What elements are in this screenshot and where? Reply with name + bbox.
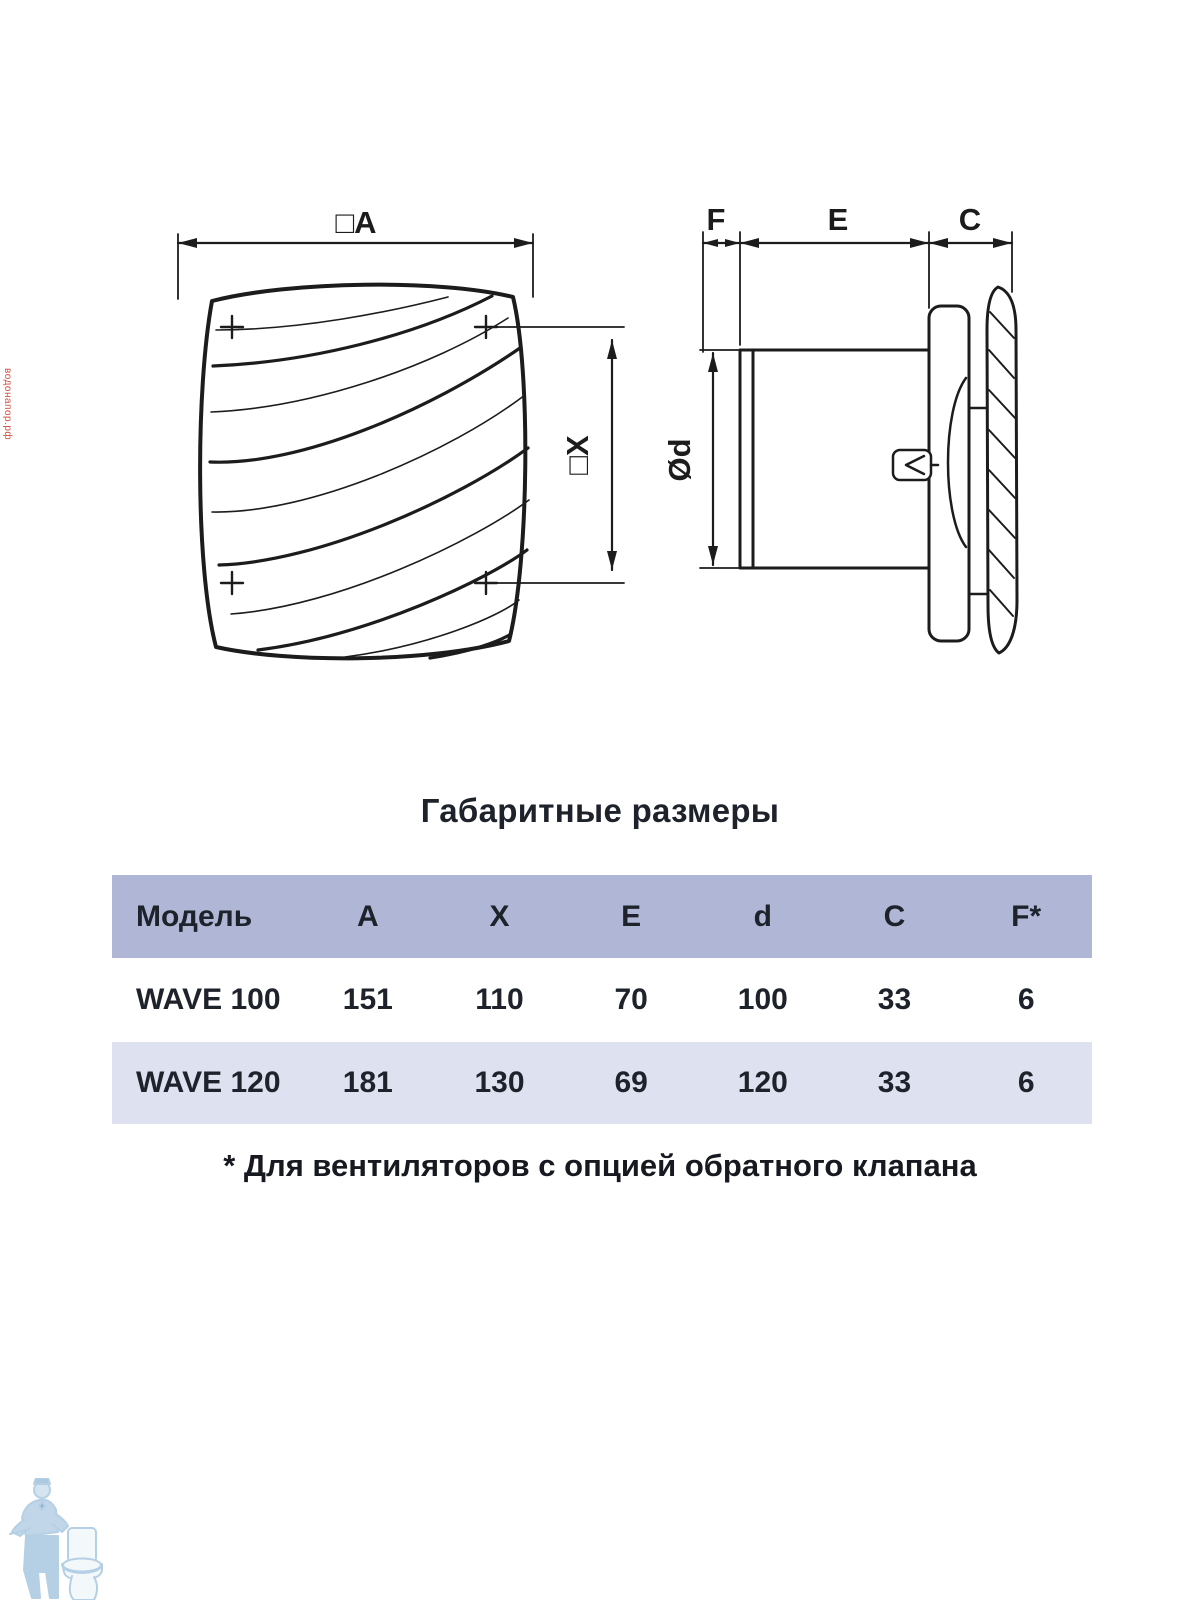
value-x: 110 (475, 983, 524, 1016)
value-c: 33 (877, 1066, 912, 1099)
side-extension-lines (703, 232, 1012, 352)
column-header-a: A (356, 899, 379, 933)
table-header-row (112, 875, 1092, 958)
value-c: 33 (877, 983, 912, 1016)
site-watermark-text: водонапор.рф (2, 368, 13, 441)
value-a: 151 (342, 983, 393, 1016)
column-header-x: X (489, 899, 510, 933)
model-name: WAVE 120 (136, 1066, 281, 1099)
footnote: * Для вентиляторов с опцией обратного клапана (223, 1148, 977, 1183)
value-e: 70 (614, 983, 648, 1016)
impeller-arc (948, 378, 966, 547)
toilet-icon (62, 1528, 102, 1600)
dimensions-table (112, 875, 1092, 1124)
latch-clip (893, 450, 938, 480)
dim-a-label: □A (335, 205, 377, 240)
dim-f-label: F (706, 202, 726, 237)
mounting-cross-marks (221, 316, 497, 594)
column-header-model: Модель (136, 899, 253, 933)
dim-e-label: E (827, 202, 849, 237)
dim-c (929, 238, 1012, 248)
duct-rim (740, 350, 753, 568)
plumber-icon (10, 1478, 68, 1598)
column-header-e: E (621, 899, 642, 933)
fan-wave-pattern (210, 296, 529, 658)
table-row (112, 1042, 1092, 1124)
dim-f (703, 239, 740, 247)
model-name: WAVE 100 (136, 983, 281, 1016)
value-x: 130 (474, 1066, 525, 1099)
dim-e (740, 238, 929, 248)
dim-d (700, 350, 751, 568)
plumber-watermark-figure (6, 1478, 116, 1600)
front-view (178, 205, 624, 658)
value-d: 100 (737, 983, 788, 1016)
value-a: 181 (342, 1066, 393, 1099)
value-d: 120 (737, 1066, 788, 1099)
column-header-f: F* (1011, 899, 1042, 933)
value-f: 6 (1017, 1066, 1035, 1099)
column-header-d: d (753, 899, 772, 933)
dim-x-label: □X (560, 435, 595, 475)
wavy-cover (987, 287, 1017, 653)
section-title: Габаритные размеры (420, 792, 780, 829)
dimension-drawings (0, 0, 1200, 720)
dim-c-label: C (958, 202, 982, 237)
value-e: 69 (614, 1066, 648, 1099)
side-view (662, 202, 1017, 653)
value-f: 6 (1017, 983, 1035, 1016)
dim-d-label: Ød (662, 438, 697, 482)
fan-face-outline (200, 285, 525, 659)
table-row (112, 958, 1092, 1042)
column-header-c: C (883, 899, 906, 933)
